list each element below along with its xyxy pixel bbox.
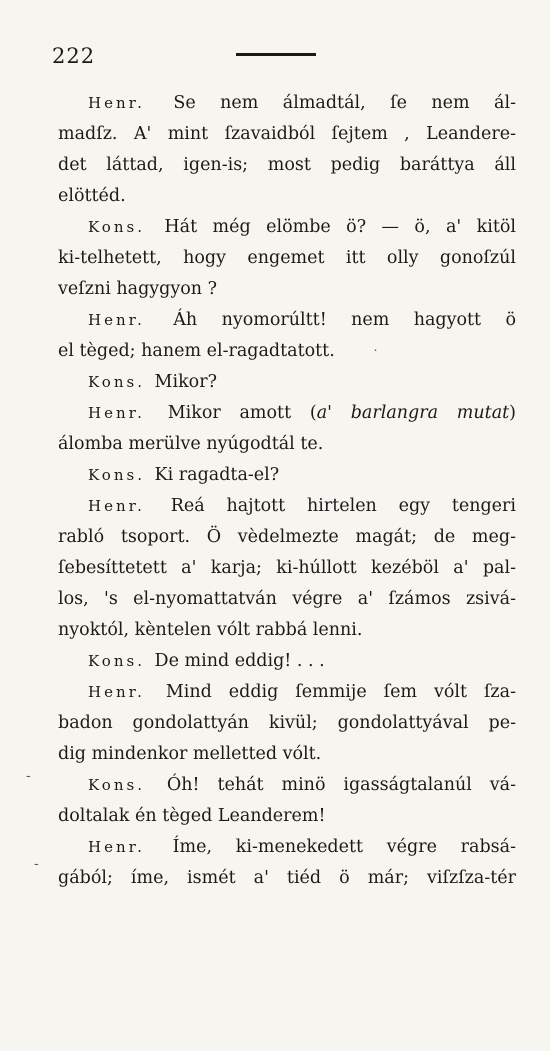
line-text: Óh! tehát minö igasságtalanúl vá- — [166, 775, 516, 795]
speaker-label: Kons. — [88, 373, 145, 391]
stage-direction: a' barlangra mutat — [316, 403, 510, 423]
text-line: doltalak én tèged Leanderem! — [58, 806, 326, 826]
text-line: nyoktól, kèntelen vólt rabbá lenni. — [58, 620, 363, 640]
speaker-label: Henr. — [88, 838, 145, 856]
line-text: De mind eddig! . . . — [154, 651, 325, 671]
speaker-label: Henr. — [88, 311, 145, 329]
text-line — [58, 770, 516, 801]
text-line: det láttad, igen-is; most pedig baráttya áll — [58, 155, 516, 175]
line-text-before: Mikor amott ( — [167, 403, 317, 423]
text-line: elöttéd. — [58, 186, 126, 206]
text-line: rabló tsoport. Ö vèdelmezte magát; de meg- — [58, 527, 516, 547]
print-speck: ˙ — [372, 348, 379, 364]
text-line: badon gondolattyán kivül; gondolattyával pe- — [58, 713, 516, 733]
text-line — [58, 646, 516, 677]
line-text: Reá hajtott hirtelen egy tengeri — [170, 496, 516, 516]
text-line — [58, 491, 516, 522]
text-line — [58, 832, 516, 863]
dialogue-text — [58, 88, 516, 894]
text-line: gából; íme, ismét a' tiéd ö már; viſzſza-tér — [58, 868, 516, 888]
text-line: ki-telhetett, hogy engemet itt olly gonoſzúl — [58, 248, 516, 268]
speaker-label: Kons. — [88, 652, 145, 670]
line-text-after: ) — [509, 403, 516, 423]
text-line: álomba merülve nyúgodtál te. — [58, 434, 324, 454]
margin-dash: - — [26, 768, 31, 784]
line-text: Mikor? — [154, 372, 217, 392]
speaker-label: Henr. — [88, 404, 145, 422]
speaker-label: Henr. — [88, 683, 145, 701]
text-line — [58, 398, 516, 429]
page-number: 222 — [52, 44, 96, 68]
line-text: Se nem álmadtál, ſe nem ál- — [173, 93, 516, 113]
text-line: veſzni hagygyon ? — [58, 279, 218, 299]
header-rule — [236, 53, 316, 56]
text-line — [58, 212, 516, 243]
text-line — [58, 460, 516, 491]
text-line — [58, 677, 516, 708]
speaker-label: Henr. — [88, 94, 145, 112]
text-line: ſebesíttetett a' karja; ki-húllott kezéböl a' pal- — [58, 558, 516, 578]
speaker-label: Kons. — [88, 466, 145, 484]
text-line: madſz. A' mint ſzavaidból ſejtem , Leandere- — [58, 124, 516, 144]
text-line: dig mindenkor melletted vólt. — [58, 744, 322, 764]
line-text: Mind eddig ſemmije ſem vólt ſza- — [165, 682, 516, 702]
line-text: Ki ragadta-el? — [154, 465, 280, 485]
speaker-label: Kons. — [88, 776, 145, 794]
text-line — [58, 367, 516, 398]
text-line — [58, 88, 516, 119]
text-line: los, 's el-nyomattatván végre a' ſzámos zsivá- — [58, 589, 516, 609]
line-text: Íme, ki-menekedett végre rabsá- — [172, 837, 516, 857]
speaker-label: Kons. — [88, 218, 145, 236]
line-text: Áh nyomorúltt! nem hagyott ö — [173, 310, 516, 330]
line-text: Hát még elömbe ö? — ö, a' kitöl — [164, 217, 516, 237]
text-line: el tèged; hanem el-ragadtatott. — [58, 341, 335, 361]
text-line — [58, 305, 516, 336]
margin-dash: - — [34, 856, 39, 872]
speaker-label: Henr. — [88, 497, 145, 515]
